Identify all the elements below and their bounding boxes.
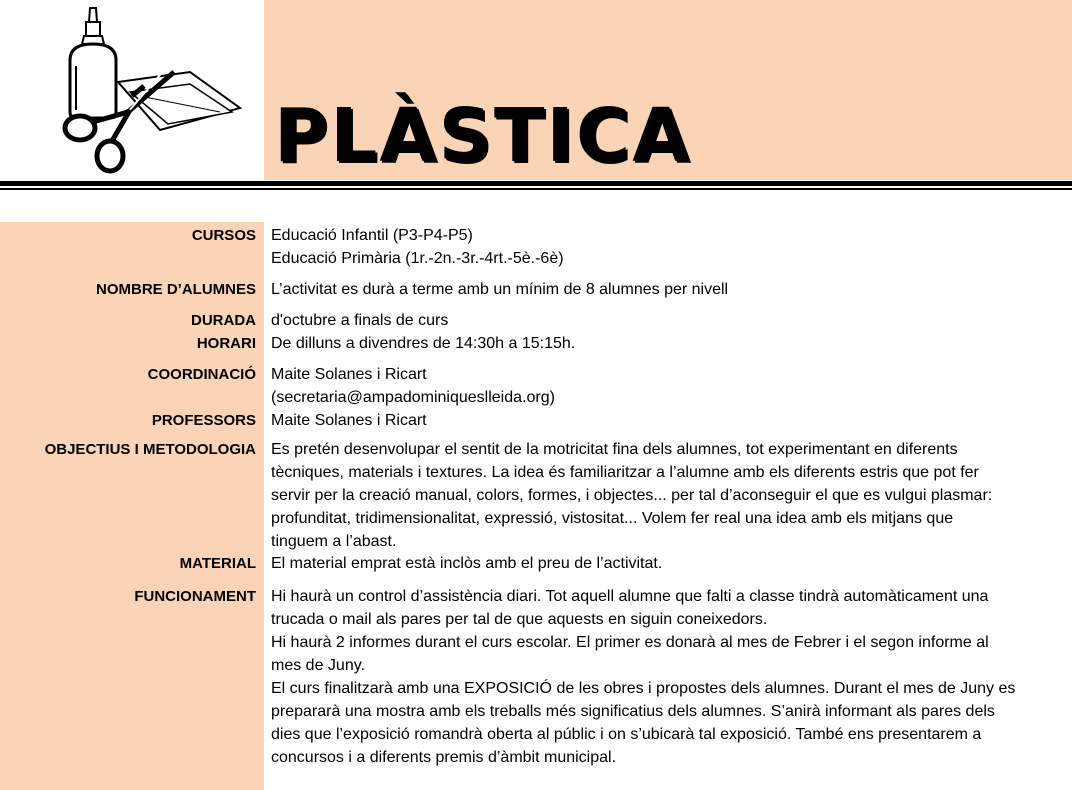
value-line: tècniques, materials i textures. La idea és familiaritzar a l’alumne amb els diferents estris que pot fer [271, 464, 979, 481]
value-line: mes de Juny. [271, 657, 365, 674]
value-line: d'octubre a finals de curs [271, 312, 449, 329]
value-line: El material emprat està inclòs amb el preu de l’activitat. [271, 555, 663, 572]
value-line: Educació Infantil (P3-P4-P5) [271, 227, 473, 244]
label-funcionament: FUNCIONAMENT [134, 588, 256, 605]
label-objectius: OBJECTIUS I METODOLOGIA [44, 441, 256, 458]
value-line: L’activitat es durà a terme amb un mínim de 8 alumnes per nivell [271, 281, 729, 298]
value-line: Maite Solanes i Ricart [271, 412, 427, 429]
value-horari [271, 332, 1061, 355]
value-line: Hi haurà un control d’assistència diari. Tot aquell alumne que falti a classe tindrà automàticament una [271, 588, 989, 605]
value-line: El curs finalitzarà amb una EXPOSICIÓ de les obres i propostes dels alumnes. Durant el mes de Juny es [271, 680, 1016, 697]
label-column-background [0, 222, 264, 790]
value-line: (secretaria@ampadominiqueslleida.org) [271, 389, 555, 406]
value-line: Maite Solanes i Ricart [271, 366, 427, 383]
value-durada [271, 309, 1061, 332]
value-line: trucada o mail als pares per tal de que aquests en siguin coneixedors. [271, 611, 768, 628]
value-nombre-alumnes [271, 278, 1061, 301]
value-line: prepararà una mostra amb els treballs més significatius dels alumnes. S’anirà informant als pares dels [271, 703, 995, 720]
value-professors [271, 409, 1061, 432]
value-coordinacio [271, 363, 1061, 409]
label-nombre-alumnes: NOMBRE D’ALUMNES [96, 281, 256, 298]
label-horari: HORARI [196, 335, 256, 352]
value-line: tinguem a l’abast. [271, 533, 397, 550]
label-cursos: CURSOS [191, 227, 256, 244]
value-line: Es pretén desenvolupar el sentit de la motricitat fina dels alumnes, tot experimentant en diferents [271, 441, 958, 458]
label-professors: PROFESSORS [151, 412, 256, 429]
value-line: Hi haurà 2 informes durant el curs escolar. El primer es donarà al mes de Febrer i el segon informe al [271, 634, 989, 651]
page-title: PLÀSTICA [274, 93, 692, 179]
glue-bottle-scissors-paper-icon [40, 0, 262, 180]
value-line: profunditat, tridimensionalitat, expressió, vistositat... Volem fer real una idea amb els mitjans que [271, 510, 954, 527]
value-cursos [271, 224, 1061, 270]
header-divider-thin [0, 188, 1072, 190]
value-funcionament [271, 585, 1061, 769]
value-line: De dilluns a divendres de 14:30h a 15:15h. [271, 335, 576, 352]
header-divider-thick [0, 181, 1072, 186]
value-line: dies que l’exposició romandrà oberta al públic i on s’ubicarà tal exposició. També ens presentarem a [271, 726, 982, 743]
value-line: concursos i a diferents premis d’àmbit municipal. [271, 749, 617, 766]
label-durada: DURADA [191, 312, 256, 329]
value-objectius [271, 438, 1061, 553]
label-coordinacio: COORDINACIÓ [147, 366, 256, 383]
value-line: Educació Primària (1r.-2n.-3r.-4rt.-5è.-6è) [271, 250, 564, 267]
value-line: servir per la creació manual, colors, formes, i objectes... per tal d’aconseguir el que es vulgui plasmar: [271, 487, 993, 504]
value-material [271, 552, 1061, 575]
header-illustration [40, 0, 262, 180]
label-material: MATERIAL [179, 555, 256, 572]
